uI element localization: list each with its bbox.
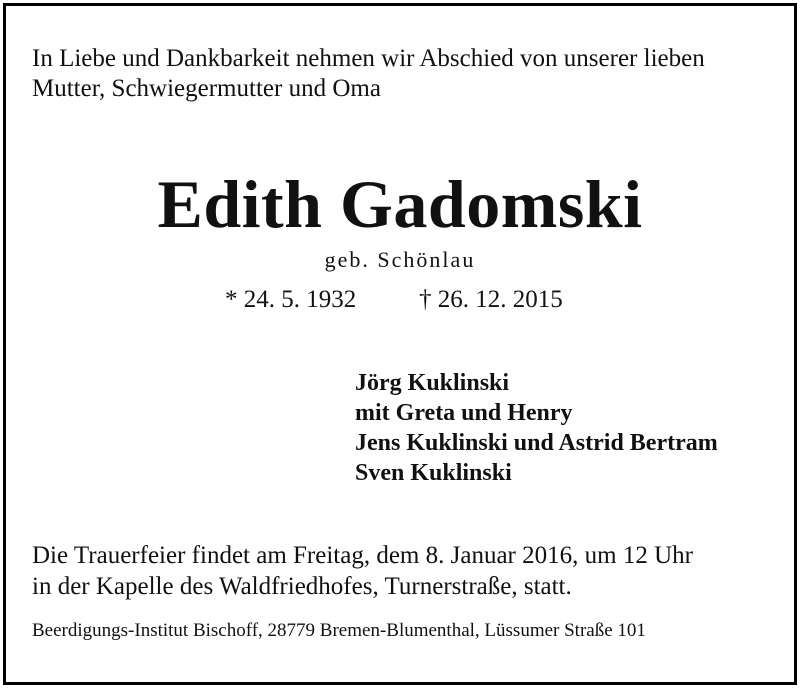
intro-line-2: Mutter, Schwiegermutter und Oma (32, 75, 381, 102)
ceremony-line-2: in der Kapelle des Waldfriedhofes, Turnerstraße, statt. (32, 573, 572, 600)
maiden-name: geb. Schönlau (324, 247, 476, 272)
intro-text (32, 44, 772, 104)
mourner-line: Sven Kuklinski (355, 460, 512, 486)
undertaker-info: Beerdigungs-Institut Bischoff, 28779 Bremen-Blumenthal, Lüssumer Straße 101 (32, 620, 646, 641)
birth-date: * 24. 5. 1932 (225, 286, 357, 313)
ceremony-line-1: Die Trauerfeier findet am Freitag, dem 8. Januar 2016, um 12 Uhr (32, 542, 693, 569)
life-dates (0, 285, 800, 315)
death-date: † 26. 12. 2015 (419, 286, 563, 313)
mourner-line: Jens Kuklinski und Astrid Bertram (355, 430, 718, 456)
mourner-line: mit Greta und Henry (355, 400, 573, 426)
mourner-line: Jörg Kuklinski (355, 370, 510, 396)
mourners-list (355, 368, 718, 488)
ceremony-info (32, 540, 772, 602)
deceased-name: Edith Gadomski (157, 166, 643, 242)
intro-line-1: In Liebe und Dankbarkeit nehmen wir Abschied von unserer lieben (32, 45, 705, 72)
